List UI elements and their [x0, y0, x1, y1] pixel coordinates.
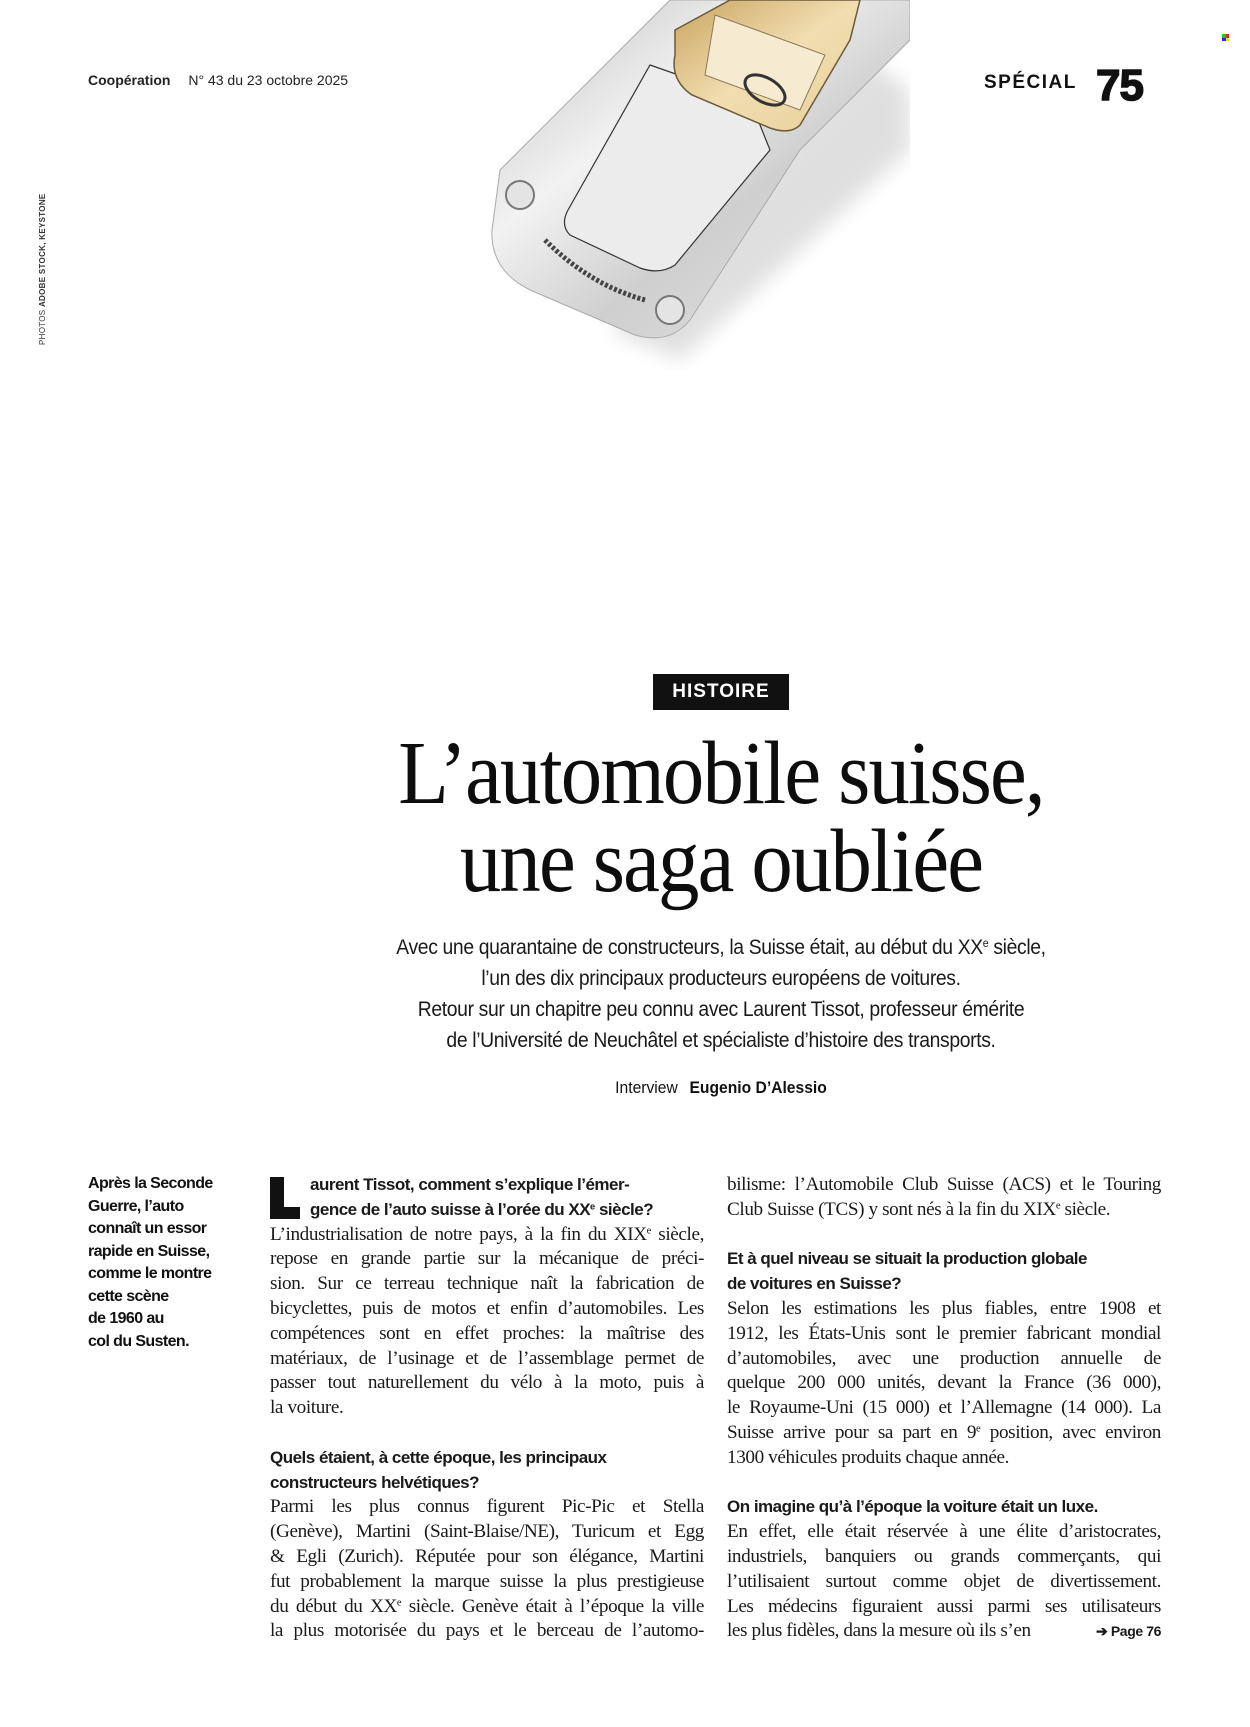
page-number: 75 [1096, 61, 1143, 110]
question-line: On imagine qu’à l’époque la voiture était un luxe. [727, 1497, 1098, 1517]
superscript: e [982, 935, 989, 950]
answer-line: la voiture. [270, 1397, 344, 1419]
headline-line: une saga oubliée [459, 812, 983, 911]
answer-line [270, 1223, 704, 1248]
answer-text-end: siècle. Genève était à l’époque la ville [401, 1595, 704, 1617]
headline [288, 724, 1155, 911]
answer-line: industriels, banquiers ou grands commerçants, qui [727, 1545, 1161, 1567]
standfirst-line: Retour sur un chapitre peu connu avec Laurent Tissot, professeur émérite [417, 997, 1025, 1021]
superscript: e [646, 1225, 651, 1237]
caption-line: connaît un essor [88, 1220, 207, 1237]
superscript: e [590, 1201, 595, 1212]
standfirst [297, 932, 1145, 1056]
answer-line: fut probablement la marque suisse la plus prestigieuse [270, 1570, 704, 1592]
superscript: e [396, 1597, 402, 1609]
article-column-1 [270, 1173, 704, 1644]
question-line: constructeurs helvétiques? [270, 1472, 480, 1492]
publication-name: Coopération [88, 72, 171, 88]
section-label: SPÉCIAL [984, 72, 1077, 93]
answer-line: bilisme: l’Automobile Club Suisse (ACS) et le Touring [727, 1174, 1161, 1195]
caption-line: cette scène [88, 1287, 169, 1305]
answer-text-end: siècle. [1060, 1198, 1111, 1220]
standfirst-line: de l’Université de Neuchâtel et spécialiste d’histoire des transports. [446, 1028, 996, 1052]
answer-line: bicyclettes, puis de motos et enfin d’automobiles. Les [270, 1297, 704, 1319]
color-registration-mark [1222, 34, 1229, 41]
superscript: e [976, 1423, 981, 1435]
caption-line: col du Susten. [88, 1332, 189, 1350]
answer-line: d’automobiles, avec une production annuelle de [727, 1347, 1161, 1369]
answer-text: Suisse arrive pour sa part en 9 [727, 1421, 977, 1443]
question-text-end: siècle? [594, 1199, 654, 1219]
question-text: gence de l’auto suisse à l’orée du XX [310, 1199, 591, 1219]
answer-text: Club Suisse (TCS) y sont nés à la fin du XIX [727, 1198, 1056, 1220]
answer-line [727, 1198, 1161, 1223]
answer-line [727, 1421, 1161, 1446]
standfirst-line-end: siècle, [988, 935, 1046, 959]
question-line: aurent Tissot, comment s’explique l’émer- [310, 1175, 630, 1194]
answer-line: & Egli (Zurich). Réputée pour son élégance, Martini [270, 1545, 704, 1567]
article-column-2 [727, 1173, 1161, 1644]
answer-line [270, 1595, 704, 1620]
drop-cap [270, 1177, 300, 1219]
answer-line: En effet, elle était réservée à une élite d’aristocrates, [727, 1521, 1161, 1543]
answer-line: 1912, les États-Unis sont le premier fabricant mondial [727, 1322, 1161, 1344]
answer-line: (Genève), Martini (Saint-Blaise/NE), Turicum et Egg [270, 1521, 704, 1543]
car-headlight-left [506, 181, 534, 209]
standfirst-line: Avec une quarantaine de constructeurs, la Suisse était, au début du XX [396, 935, 983, 959]
car-headlight-right [656, 296, 684, 324]
answer-text-end: siècle, [650, 1223, 704, 1245]
issue-info: N° 43 du 23 octobre 2025 [188, 72, 349, 88]
car-illustration [470, 0, 910, 370]
answer-text: du début du XX [270, 1595, 397, 1617]
caption-line: Guerre, l’auto [88, 1197, 184, 1215]
continued-on-page-link[interactable]: ➔ Page 76 [1096, 1623, 1161, 1640]
answer-line: repose en grande partie sur la mécanique de préci- [270, 1248, 704, 1270]
answer-line: la plus motorisée du pays et le berceau de l’automo- [270, 1620, 704, 1642]
caption-line: comme le montre [88, 1265, 212, 1282]
superscript: e [1055, 1200, 1061, 1212]
photo-credit-label: PHOTOS [38, 309, 47, 345]
section-kicker: HISTOIRE [653, 674, 789, 710]
answer-line: Parmi les plus connus figurent Pic-Pic et Stella [270, 1496, 704, 1518]
answer-line: passer tout naturellement du vélo à la moto, puis à [270, 1372, 704, 1394]
answer-line: Selon les estimations les plus fiables, entre 1908 et [727, 1297, 1161, 1319]
byline-author: Eugenio D’Alessio [689, 1078, 827, 1097]
answer-line: compétences sont en effet proches: la maîtrise des [270, 1322, 704, 1344]
answer-line: sion. Sur ce terreau technique naît la fabrication de [270, 1273, 704, 1295]
answer-line: 1300 véhicules produits chaque année. [727, 1446, 1009, 1468]
photo-credit [38, 193, 47, 345]
headline-line: L’automobile suisse, [398, 724, 1044, 823]
photo-caption [88, 1173, 238, 1353]
answer-line [727, 1619, 1161, 1644]
answer-text-end: position, avec environ [980, 1421, 1161, 1443]
answer-line: le Royaume-Uni (15 000) et l’Allemagne (14 000). La [727, 1397, 1161, 1419]
question-line: Et à quel niveau se situait la production globale [727, 1249, 1087, 1269]
standfirst-line: l’un des dix principaux producteurs européens de voitures. [481, 966, 961, 990]
photo-credit-sources: ADOBE STOCK, KEYSTONE [38, 193, 47, 308]
caption-line: de 1960 au [88, 1310, 164, 1327]
caption-line: Après la Seconde [88, 1175, 213, 1192]
question-line: de voitures en Suisse? [727, 1274, 902, 1294]
question-line [270, 1198, 704, 1223]
answer-line: Les médecins figuraient aussi parmi ses utilisateurs [727, 1595, 1161, 1617]
question-line: Quels étaient, à cette époque, les principaux [270, 1447, 607, 1467]
answer-text: L’industrialisation de notre pays, à la fin du XIX [270, 1223, 647, 1245]
caption-line: rapide en Suisse, [88, 1242, 210, 1260]
answer-line: matériaux, de l’usinage et de l’assemblage permet de [270, 1347, 704, 1369]
answer-line: l’utilisaient surtout comme objet de divertissement. [727, 1570, 1161, 1592]
byline-label: Interview [615, 1078, 678, 1097]
answer-text: les plus fidèles, dans la mesure où ils s’en [727, 1620, 1031, 1642]
byline [288, 1078, 1155, 1098]
masthead [88, 72, 348, 88]
answer-line: quelque 200 000 unités, devant la France (36 000), [727, 1372, 1161, 1394]
